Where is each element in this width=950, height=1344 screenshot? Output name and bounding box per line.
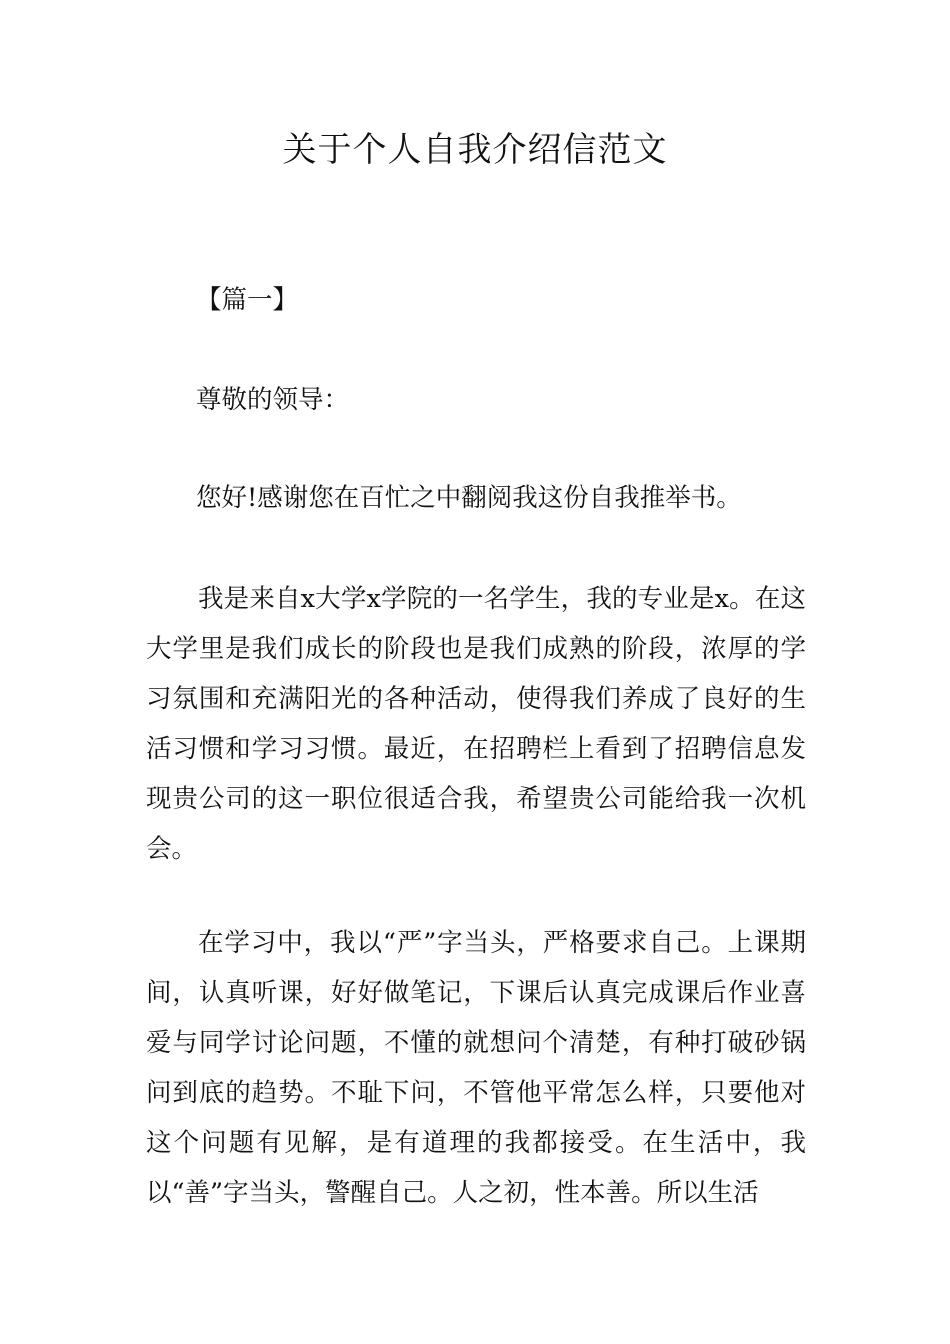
page-title: 关于个人自我介绍信范文 bbox=[282, 130, 668, 170]
salutation: 尊敬的领导： bbox=[196, 385, 350, 415]
body-paragraph-2: 在学习中，我以“严”字当头，严格要求自己。上课期间，认真听课，好好做笔记，下课后认真完成课后作业喜爱与同学讨论问题，不懂的就想问个清楚，有种打破砂锅问到底的趋势。不耻下问，不管他平常怎么样，只要他对这个问题有见解，是有道理的我都接受。在生活中，我以“善”字当头，警醒自己。人之初，性本善。所以生活 bbox=[146, 928, 806, 1208]
greeting-line: 您好!感谢您在百忙之中翻阅我这份自我推举书。 bbox=[196, 483, 742, 513]
body-paragraph-1: 我是来自x大学x学院的一名学生，我的专业是x。在这大学里是我们成长的阶段也是我们成熟的阶段，浓厚的学习氛围和充满阳光的各种活动，使得我们养成了良好的生活习惯和学习习惯。最近，在招聘栏上看到了招聘信息发现贵公司的这一职位很适合我，希望贵公司能给我一次机会。 bbox=[146, 584, 806, 864]
section-label: 【篇一】 bbox=[196, 285, 299, 315]
